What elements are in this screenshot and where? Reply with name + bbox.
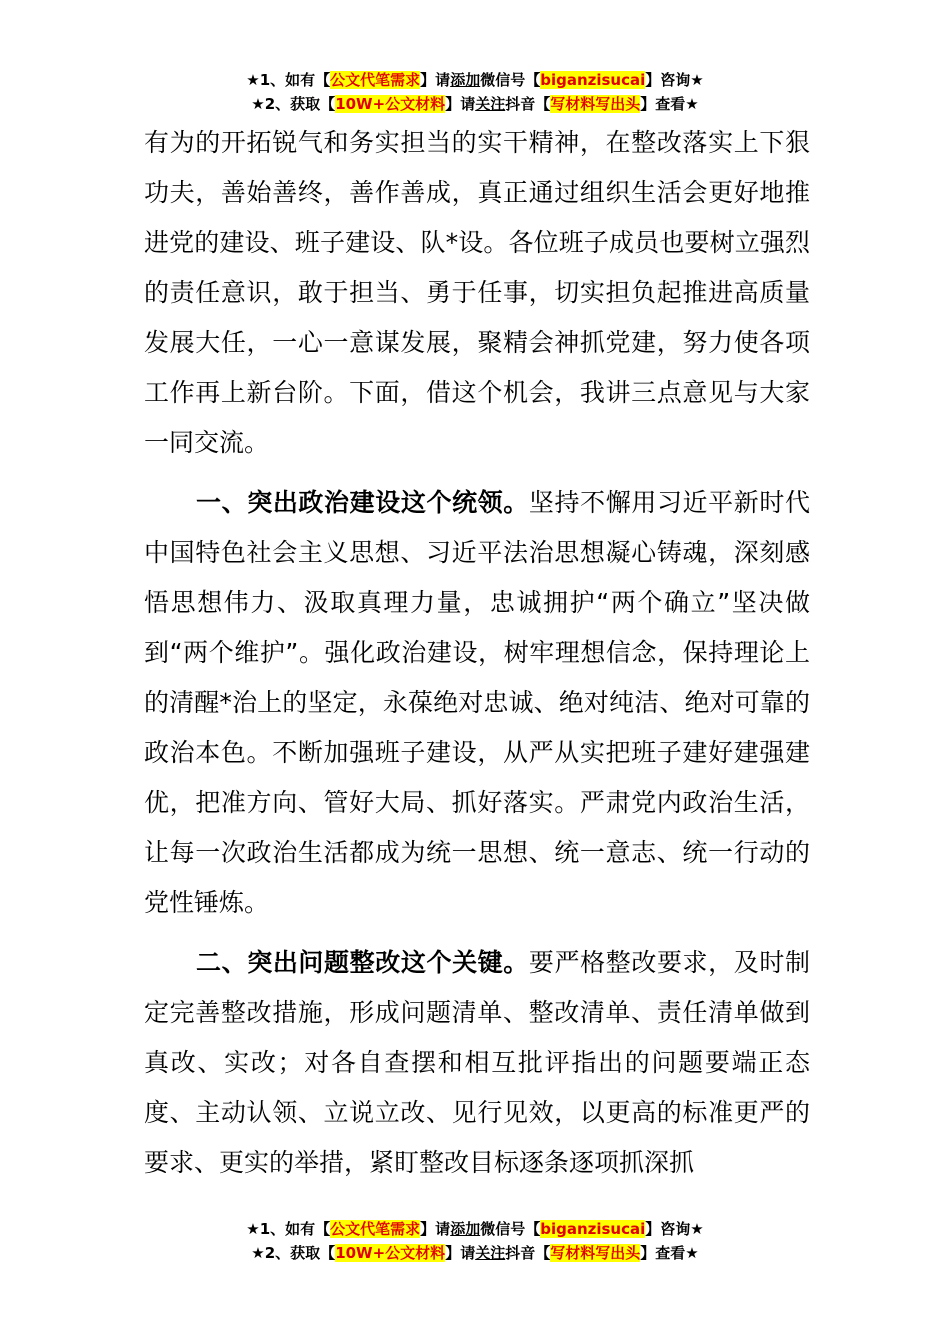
section-1-text: 坚持不懈用习近平新时代中国特色社会主义思想、习近平法治思想凝心铸魂，深刻感悟思想伟力、汲取真理力量，忠诚拥护“两个确立”坚决做到“两个维护”。强化政治建设，树牢理想信念，保持理论上的清醒*治上的坚定，永葆绝对忠诚、绝对纯洁、绝对可靠的政治本色。不断加强班子建设，从严从实把班子建好建强建优，把准方向、管好大局、抓好落实。严肃党内政治生活，让每一次政治生活都成为统一思想、统一意志、统一行动的党性锤炼。	[144, 488, 810, 917]
header-banner	[0, 68, 950, 116]
star-icon: ★	[246, 1220, 260, 1238]
banner-text: 1、如有【	[259, 1220, 331, 1238]
banner-text: 】请	[445, 1244, 476, 1262]
highlight-douyin-account: 写材料写出头	[550, 1244, 641, 1262]
section-2-heading: 二、突出问题整改这个关键。	[196, 948, 529, 977]
banner-text: 】咨询★	[645, 71, 704, 89]
banner-text: 抖音【	[505, 95, 551, 113]
banner-text: 】请	[445, 95, 476, 113]
intro-paragraph: 有为的开拓锐气和务实担当的实干精神，在整改落实上下狠功夫，善始善终，善作善成，真正通过组织生活会更好地推进党的建设、班子建设、队*设。各位班子成员也要树立强烈的责任意识，敢于担当、勇于任事，切实担负起推进高质量发展大任，一心一意谋发展，聚精会神抓党建，努力使各项工作再上新台阶。下面，借这个机会，我讲三点意见与大家一同交流。	[144, 128, 810, 457]
banner-text: 1、如有【	[259, 71, 331, 89]
highlight-wechat-id: biganzisucai	[540, 71, 646, 89]
banner-line-1	[0, 68, 950, 92]
underlined-text: 关注	[475, 1244, 506, 1262]
banner-text: 】请	[420, 71, 451, 89]
highlight-service: 公文代笔需求	[330, 1220, 421, 1238]
banner-text: 】咨询★	[645, 1220, 704, 1238]
section-2-paragraph	[144, 938, 810, 1188]
banner-text: 2、获取【	[264, 95, 336, 113]
banner-text: 】请	[420, 1220, 451, 1238]
star-icon: ★	[251, 95, 265, 113]
underlined-text: 添加	[450, 71, 481, 89]
banner-line-2	[0, 92, 950, 116]
banner-text: 2、获取【	[264, 1244, 336, 1262]
highlight-materials: 10W+公文材料	[335, 95, 446, 113]
document-body	[144, 118, 810, 1188]
highlight-materials: 10W+公文材料	[335, 1244, 446, 1262]
banner-text: 抖音【	[505, 1244, 551, 1262]
star-icon: ★	[251, 1244, 265, 1262]
banner-line-2	[0, 1241, 950, 1265]
banner-text: 】查看★	[640, 1244, 699, 1262]
underlined-text: 关注	[475, 95, 506, 113]
section-1-heading: 一、突出政治建设这个统领。	[196, 488, 529, 517]
banner-line-1	[0, 1217, 950, 1241]
banner-text: 微信号【	[480, 1220, 541, 1238]
underlined-text: 添加	[450, 1220, 481, 1238]
section-1-paragraph	[144, 478, 810, 928]
highlight-wechat-id: biganzisucai	[540, 1220, 646, 1238]
section-2-text: 要严格整改要求，及时制定完善整改措施，形成问题清单、整改清单、责任清单做到真改、实改；对各自查摆和相互批评指出的问题要端正态度、主动认领、立说立改、见行见效，以更高的标准更严的要求、更实的举措，紧盯整改目标逐条逐项抓深抓	[144, 948, 810, 1177]
highlight-douyin-account: 写材料写出头	[550, 95, 641, 113]
banner-text: 】查看★	[640, 95, 699, 113]
footer-banner	[0, 1217, 950, 1265]
star-icon: ★	[246, 71, 260, 89]
highlight-service: 公文代笔需求	[330, 71, 421, 89]
banner-text: 微信号【	[480, 71, 541, 89]
